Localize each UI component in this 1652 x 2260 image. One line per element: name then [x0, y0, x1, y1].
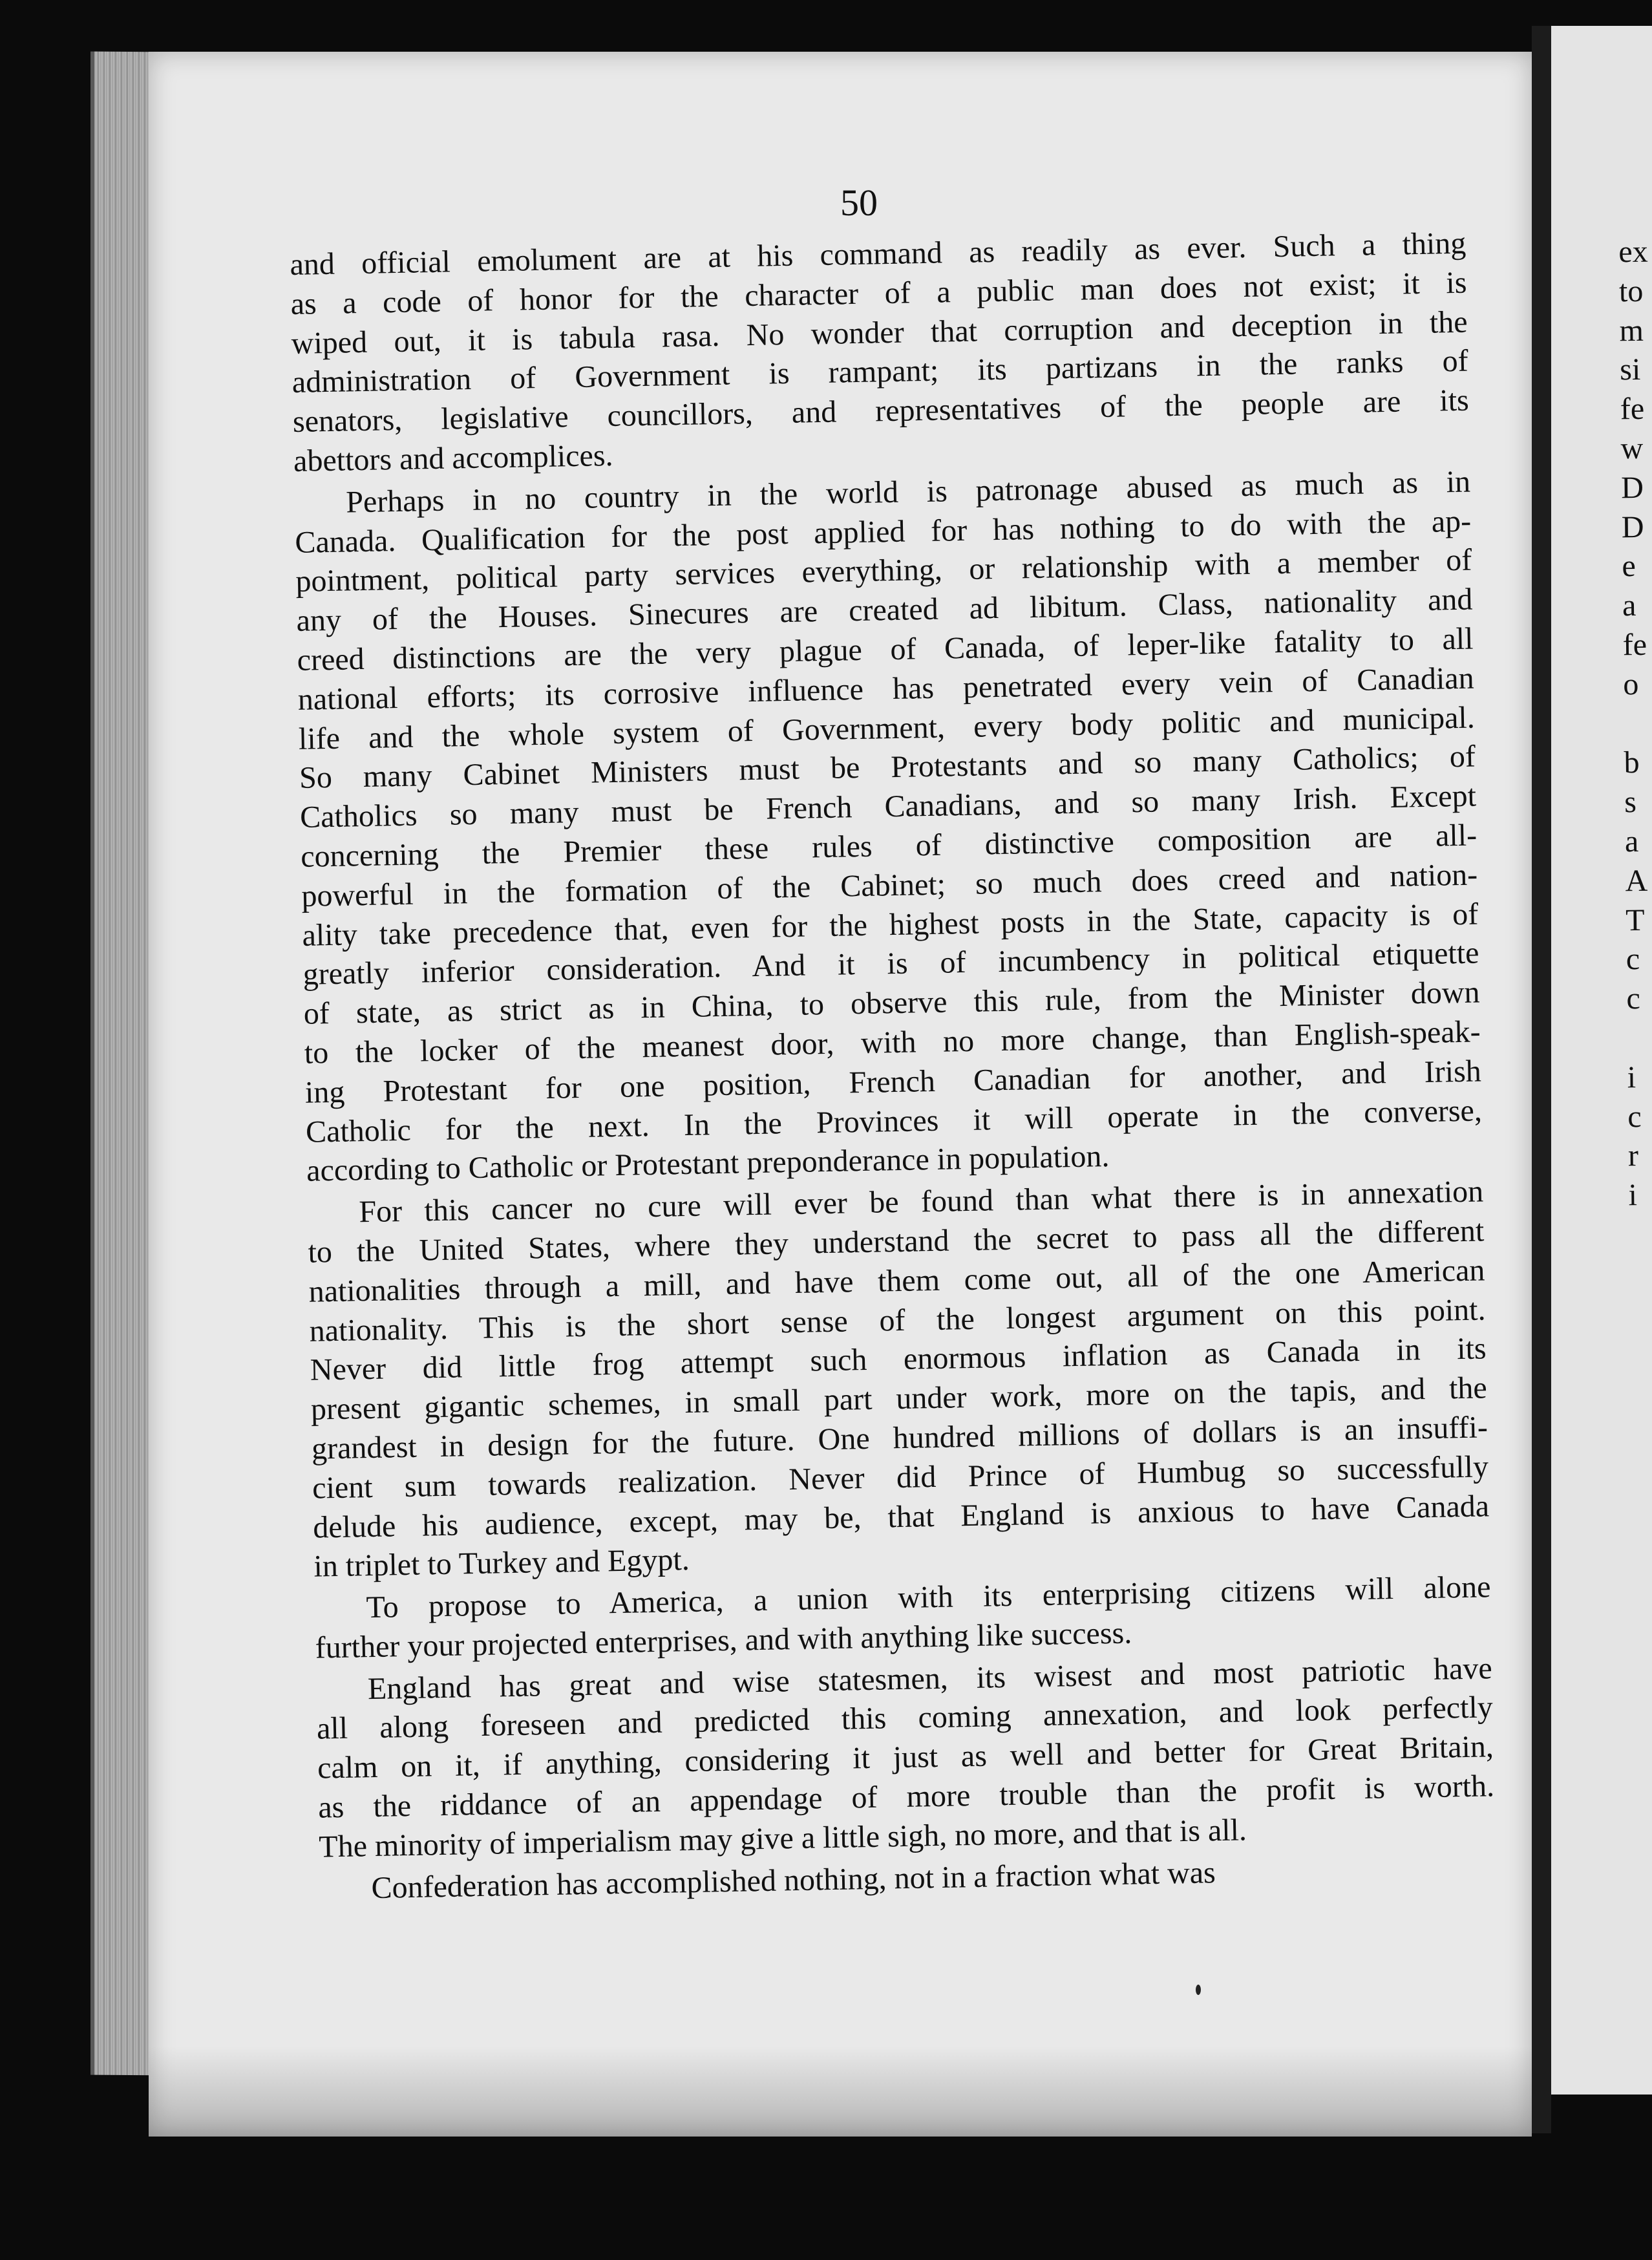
right-page-fragment [1627, 1019, 1652, 1058]
text-line: life and the whole system of Government, every body politic and municipal. [298, 700, 1476, 756]
text-line: nationality. This is the short sense of the longest argument on this point. [309, 1292, 1486, 1349]
right-page-fragment: D [1620, 470, 1644, 506]
text-line: cient sum towards realization. Never did Prince of Humbug so successfully [312, 1449, 1489, 1506]
right-page-fragment: a [1624, 824, 1639, 859]
text-line: any of the Houses. Sinecures are created ad libitum. Class, nationality and [296, 582, 1473, 639]
text-line: pointment, political party services everything, or relationship with a member of [295, 542, 1472, 599]
text-line: To propose to America, a union with its enterprising citizens will alone [366, 1570, 1491, 1625]
text-line: national efforts; its corrosive influence has penetrated every vein of Canadian [297, 661, 1475, 717]
text-line: to the locker of the meanest door, with no more change, than English-speak- [304, 1014, 1481, 1071]
text-line: further your projected enterprises, and with anything like success. [315, 1615, 1132, 1665]
text-line: grandest in design for the future. One hundred millions of dollars is an insuffi- [311, 1410, 1488, 1466]
text-line: powerful in the formation of the Cabinet; so much does creed and nation- [301, 857, 1478, 913]
text-line: concerning the Premier these rules of distinctive composition are all- [300, 818, 1477, 874]
text-line: Catholics so many must be French Canadians, and so many Irish. Except [299, 778, 1477, 835]
right-page-fragment: c [1626, 981, 1641, 1016]
right-page-fragment: w [1620, 431, 1644, 466]
page-text-body [290, 224, 1496, 1912]
text-line: creed distinctions are the very plague of Canada, of leper-like fatality to all [297, 621, 1474, 677]
text-line: wiped out, it is tabula rasa. No wonder that corruption and deception in the [291, 304, 1468, 361]
right-page-fragment: A [1625, 863, 1648, 898]
right-page-fragment: i [1627, 1060, 1636, 1094]
text-line: ing Protestant for one position, French Canadian for another, and Irish [304, 1054, 1482, 1110]
paragraph [290, 224, 1470, 482]
right-page-fragment: b [1624, 745, 1640, 780]
right-page-fragment: ex [1618, 234, 1648, 270]
right-page-fragment: T [1625, 902, 1645, 937]
text-line: to the United States, where they understand the secret to pass all the different [308, 1213, 1485, 1270]
paragraph [307, 1173, 1490, 1587]
text-line: nationalities through a mill, and have them come out, all of the one American [308, 1253, 1485, 1309]
text-line: all along foreseen and predicted this coming annexation, and look perfectly [316, 1690, 1494, 1747]
text-line: as a code of honor for the character of a public man does not exist; it is [290, 265, 1467, 321]
text-line: abettors and accomplices. [293, 438, 613, 478]
right-page-fragment [1624, 704, 1652, 743]
text-line: administration of Government is rampant; its partizans in the ranks of [291, 344, 1469, 400]
right-page-fragment: fe [1620, 392, 1645, 427]
right-page-fragment: c [1627, 1099, 1642, 1134]
text-line: according to Catholic or Protestant preponderance in population. [306, 1139, 1110, 1189]
text-line: as the riddance of an appendage of more trouble than the profit is worth. [317, 1769, 1495, 1825]
right-page-fragment: m [1619, 313, 1644, 348]
text-line: So many Cabinet Ministers must be Protestants and so many Catholics; of [299, 739, 1476, 796]
right-page-fragment: D [1621, 509, 1644, 544]
text-line: England has great and wise statesmen, its wisest and most patriotic have [367, 1650, 1493, 1706]
right-page-fragment: i [1628, 1178, 1638, 1213]
book-gutter [1532, 26, 1551, 2133]
paragraph [315, 1649, 1495, 1867]
page-number: 50 [840, 182, 878, 224]
text-line: senators, legislative councillors, and representatives of the people are its [292, 383, 1470, 440]
right-page-fragment: si [1619, 352, 1641, 387]
text-line: ality take precedence that, even for the highest posts in the State, capacity is of [302, 897, 1479, 953]
right-page-fragment: fe [1622, 627, 1647, 663]
right-page-fragment: e [1622, 549, 1636, 584]
text-line: delude his audience, except, may be, that England is anxious to have Canada [312, 1488, 1490, 1545]
right-page-fragment: s [1624, 785, 1637, 820]
right-page-fragment: c [1626, 942, 1640, 977]
right-page-fragment: o [1623, 666, 1639, 702]
text-line: Confederation has accomplished nothing, not in a fraction what was [371, 1855, 1216, 1905]
text-line: Canada. Qualification for the post applied for has nothing to do with the ap- [294, 504, 1472, 560]
text-line: The minority of imperialism may give a little sigh, no more, and that is all. [318, 1813, 1247, 1864]
text-line: and official emolument are at his command as readily as ever. Such a thing [290, 226, 1467, 282]
right-page-text-fragments [1618, 233, 1652, 1215]
text-line: Never did little frog attempt such enormous inflation as Canada in its [310, 1331, 1487, 1388]
text-line: calm on it, if anything, considering it just as well and better for Great Britain, [317, 1729, 1494, 1786]
text-line: For this cancer no cure will ever be found than what there is in annexation [358, 1174, 1484, 1230]
text-line: in triplet to Turkey and Egypt. [313, 1542, 690, 1584]
text-line: present gigantic schemes, in small part under work, more on the tapis, and the [310, 1370, 1488, 1427]
text-line: of state, as strict as in China, to observe this rule, from the Minister down [303, 975, 1480, 1031]
ink-speck [1196, 1985, 1201, 1995]
right-page-fragment: a [1622, 588, 1636, 623]
right-page-fragment: r [1627, 1138, 1639, 1173]
paragraph [294, 462, 1483, 1191]
left-page [149, 52, 1532, 2137]
text-line: Perhaps in no country in the world is patronage abused as much as in [345, 464, 1471, 520]
right-page-fragment: to [1618, 273, 1644, 309]
text-line: greatly inferior consideration. And it is of incumbency in political etiquette [302, 935, 1479, 992]
text-line: Catholic for the next. In the Provinces it will operate in the converse, [305, 1093, 1483, 1149]
right-page-edge [1551, 26, 1652, 2095]
